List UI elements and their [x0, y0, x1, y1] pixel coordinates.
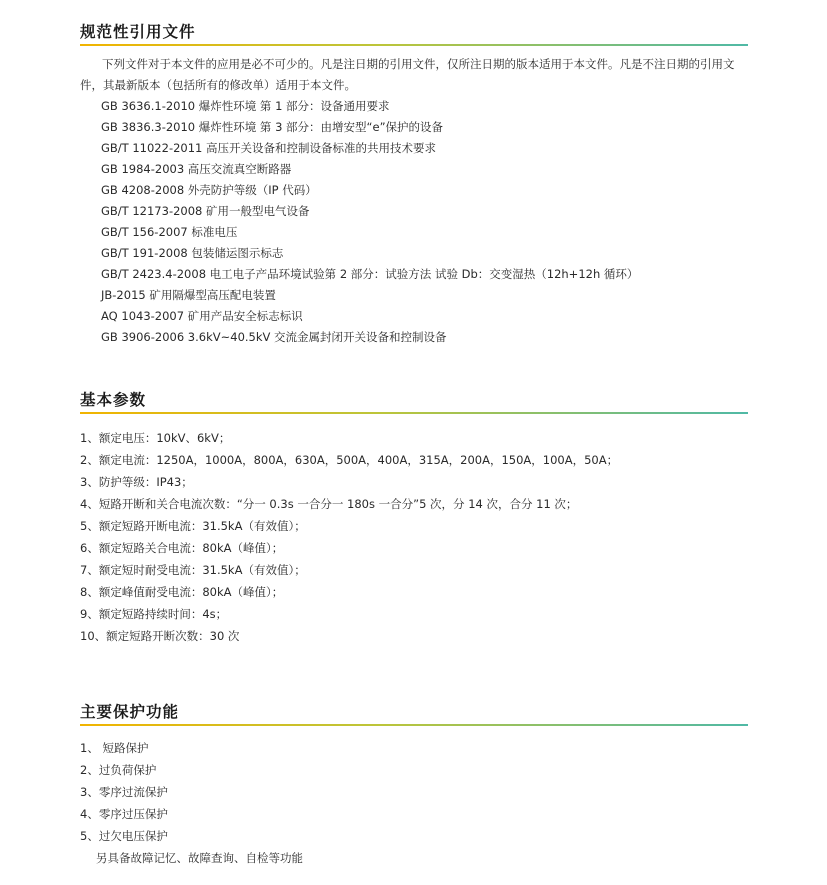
list-item: 8、额定峰值耐受电流：80kA（峰值）；	[80, 585, 284, 599]
list-item: 1、额定电压：10kV、6kV；	[80, 431, 231, 445]
intro-paragraph	[80, 54, 750, 96]
list-item: GB/T 11022-2011 高压开关设备和控制设备标准的共用技术要求	[101, 141, 437, 155]
list-item: 2、额定电流：1250A，1000A，800A，630A，500A，400A，315A，200A，150A，100A，50A；	[80, 453, 619, 467]
list-item: GB 4208-2008 外壳防护等级（IP 代码）	[101, 183, 317, 197]
list-item: AQ 1043-2007 矿用产品安全标志标识	[101, 309, 303, 323]
list-item: 4、短路开断和关合电流次数：“分一 0.3s 一合分一 180s 一合分”5 次，分 14 次，合分 11 次；	[80, 497, 578, 511]
list-item: 10、额定短路开断次数：30 次	[80, 629, 240, 643]
section-title: 规范性引用文件	[80, 23, 196, 41]
list-item: 5、额定短路开断电流：31.5kA（有效值）；	[80, 519, 306, 533]
list-item: GB 3906-2006 3.6kV~40.5kV 交流金属封闭开关设备和控制设备	[101, 330, 447, 344]
list-item: 3、零序过流保护	[80, 785, 168, 799]
list-item: 9、额定短路持续时间：4s；	[80, 607, 228, 621]
section-divider	[80, 724, 748, 726]
list-item: 2、过负荷保护	[80, 763, 157, 777]
section-title: 主要保护功能	[80, 703, 180, 721]
list-item: GB/T 12173-2008 矿用一般型电气设备	[101, 204, 310, 218]
list-item: GB/T 191-2008 包装储运图示标志	[101, 246, 284, 260]
section-divider	[80, 44, 748, 46]
list-item: 6、额定短路关合电流：80kA（峰值）；	[80, 541, 284, 555]
intro-text: 下列文件对于本文件的应用是必不可少的。凡是注日期的引用文件，仅所注日期的版本适用于本文件。凡是不注日期的引用文件，其最新版本（包括所有的修改单）适用于本文件。	[80, 57, 735, 92]
list-item: 1、 短路保护	[80, 741, 149, 755]
list-item: 4、零序过压保护	[80, 807, 168, 821]
list-item: GB/T 156-2007 标准电压	[101, 225, 238, 239]
list-item: GB 3636.1-2010 爆炸性环境 第 1 部分：设备通用要求	[101, 99, 390, 113]
list-item: JB-2015 矿用隔爆型高压配电装置	[101, 288, 276, 302]
section-title: 基本参数	[80, 391, 147, 409]
list-item: 5、过欠电压保护	[80, 829, 168, 843]
list-item: GB/T 2423.4-2008 电工电子产品环境试验第 2 部分：试验方法 试验 Db：交变湿热（12h+12h 循环）	[101, 267, 639, 281]
list-item: GB 3836.3-2010 爆炸性环境 第 3 部分：由增安型“e”保护的设备	[101, 120, 444, 134]
list-item: 7、额定短时耐受电流：31.5kA（有效值）；	[80, 563, 306, 577]
list-item: 3、防护等级：IP43；	[80, 475, 193, 489]
section-divider	[80, 412, 748, 414]
footer-note: 另具备故障记忆、故障查询、自检等功能	[96, 851, 303, 865]
list-item: GB 1984-2003 高压交流真空断路器	[101, 162, 292, 176]
